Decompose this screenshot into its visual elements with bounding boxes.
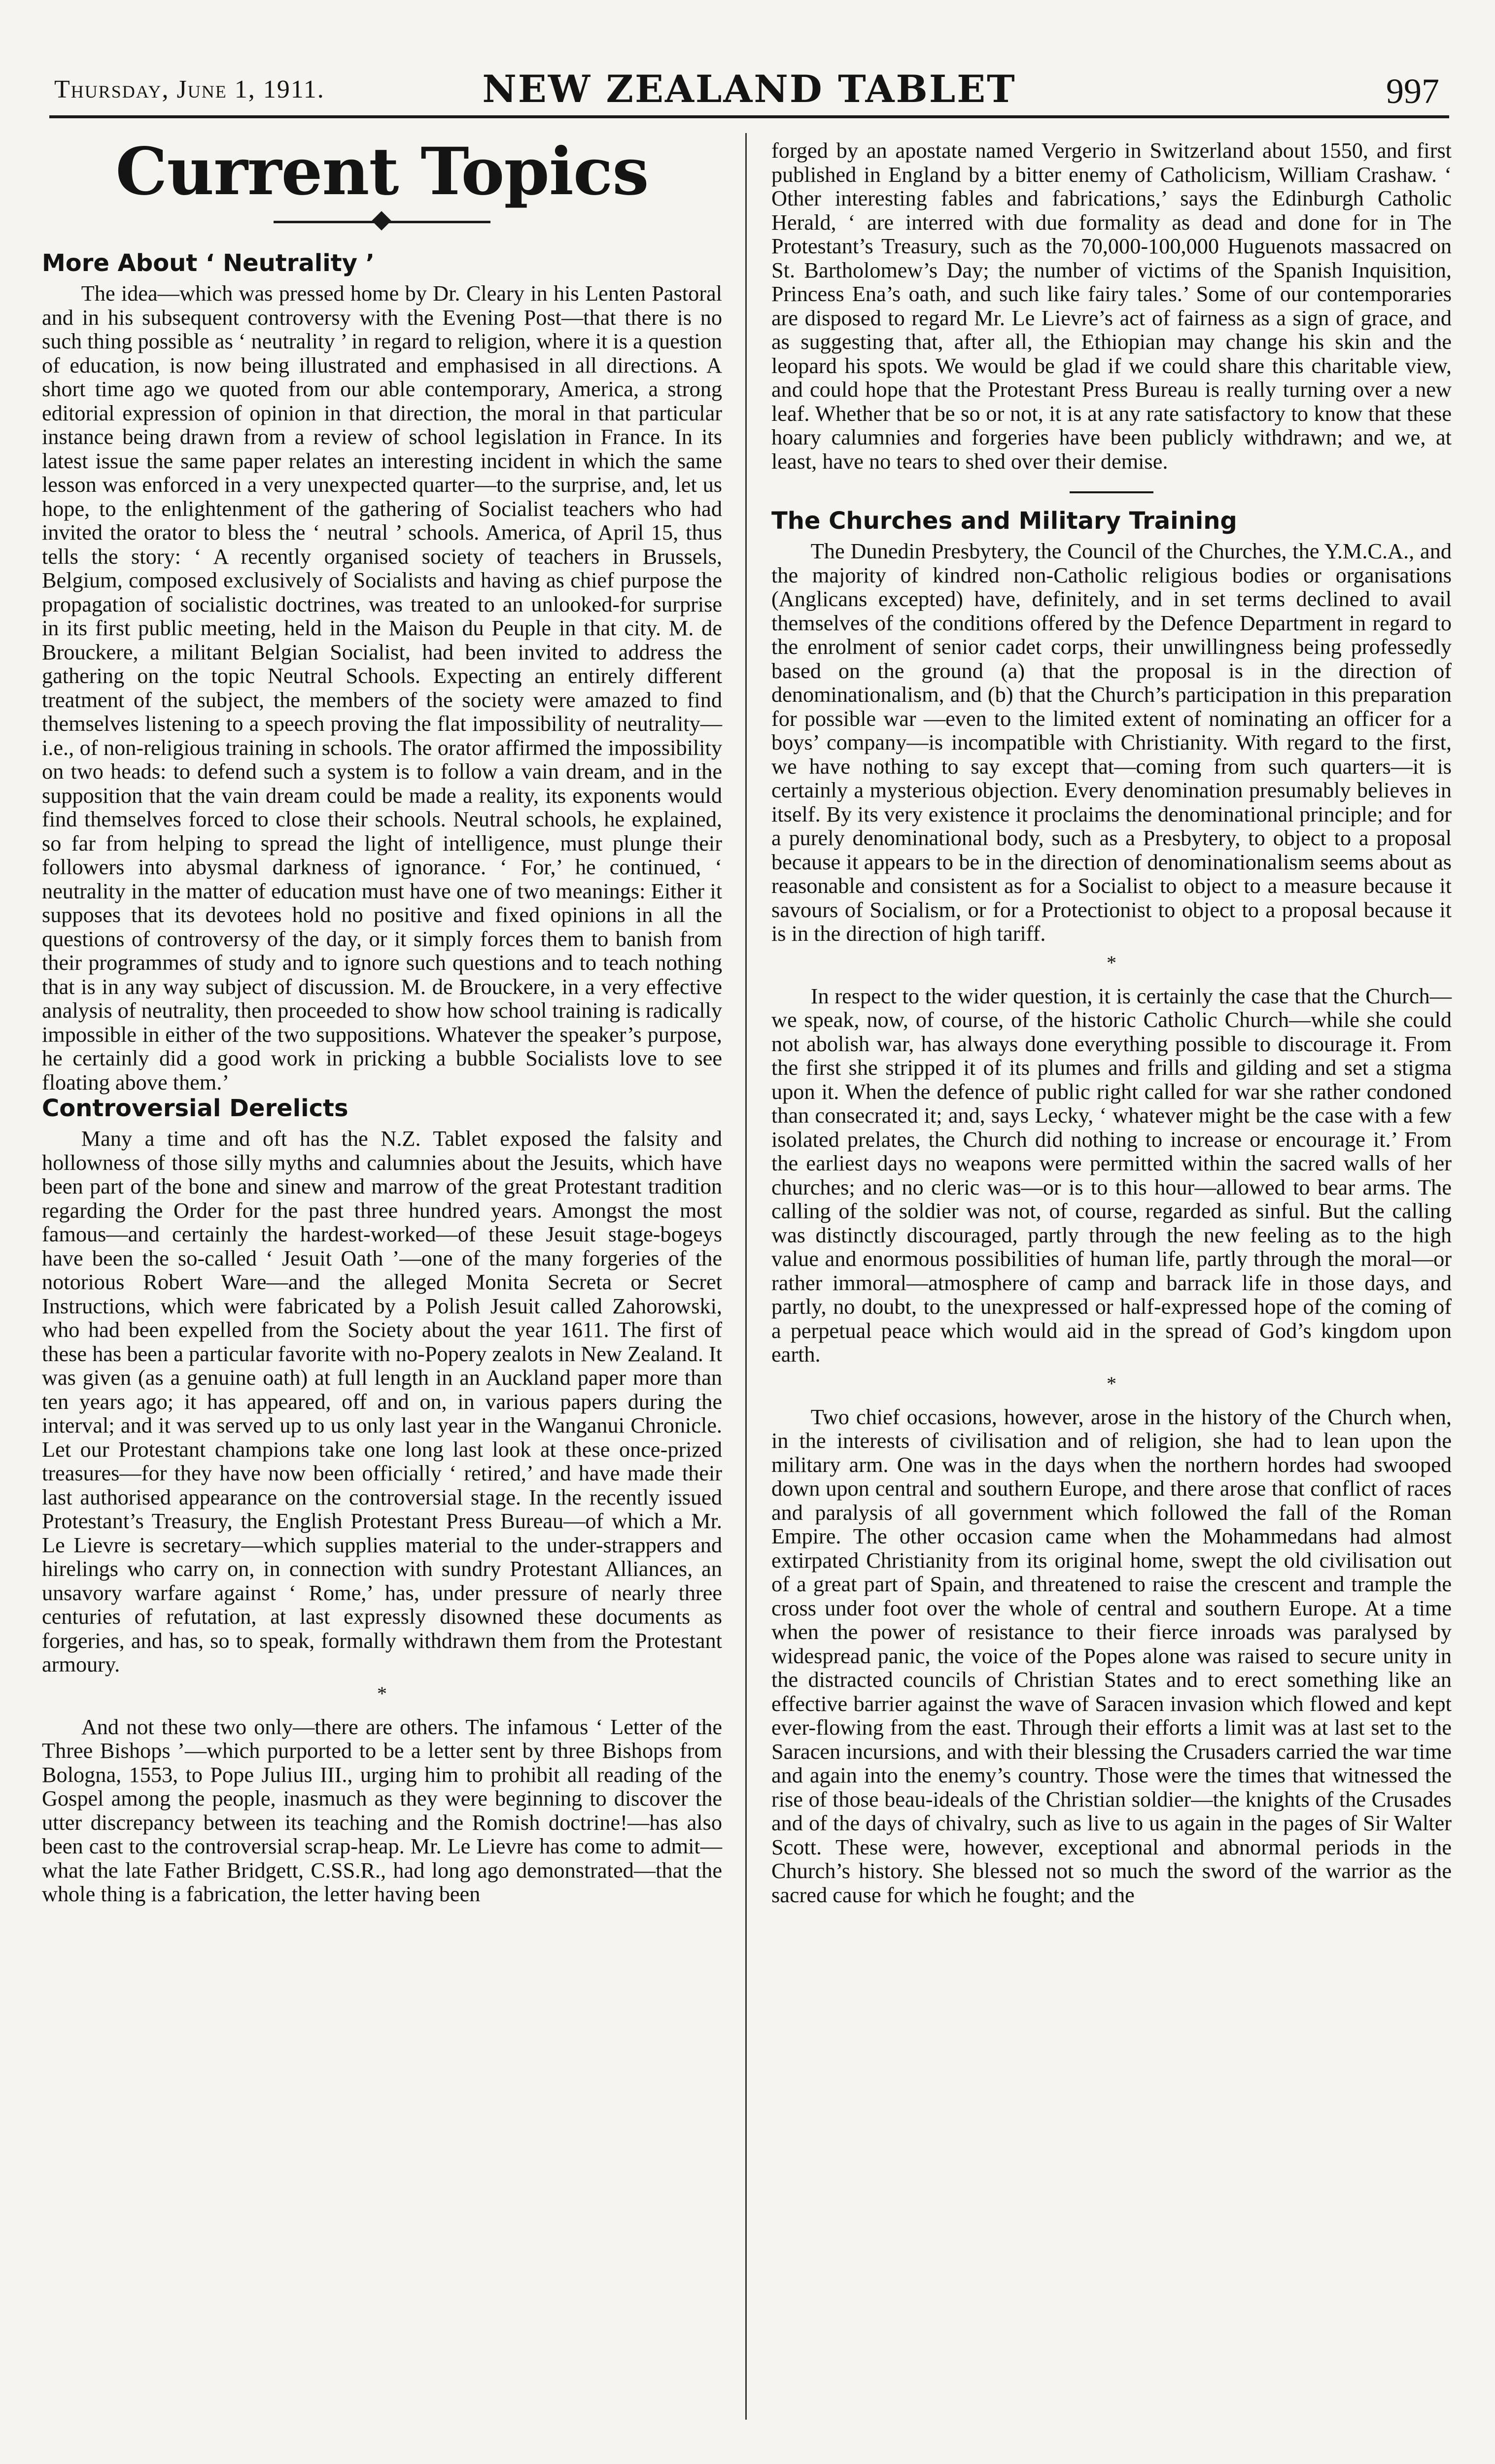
section-heading-neutrality: More About ‘ Neutrality ’ bbox=[42, 249, 375, 277]
article-paragraph: In respect to the wider question, it is certainly the case that the Church—we speak, now, of course, of the historic Catholic Church—while she could not abolish war, has always done everything possible to discourage it. From the first she stripped it of its plumes and frills and gilding and set a stigma upon it. When the defence of public right called for war she rather condoned than consecrated it; and, says Lecky, ‘ whatever might be the case with a few isolated prelates, the Church did nothing to increase or encourage it.’ From the earliest days no weapons were permitted within the sacred walls of her churches; and no cleric was—or is to this hour—allowed to bear arms. The calling of the soldier was not, of course, regarded as sinful. But the calling was distinctly discouraged, partly through the new feeling as to the high value and enormous possibilities of human life, partly through the moral—or rather immoral—atmosphere of camp and barrack life in those days, and partly, no doubt, to the unexpressed or half-expressed hope of the coming of a perpetual peace which would aid in the spread of God’s kingdom upon earth. bbox=[771, 984, 1452, 1367]
section-heading-military-training: The Churches and Military Training bbox=[771, 507, 1237, 535]
title-ornament bbox=[274, 212, 490, 232]
masthead-rule bbox=[49, 115, 1449, 118]
article-paragraph: The Dunedin Presbytery, the Council of the Churches, the Y.M.C.A., and the majority of kindred non-Catholic religious bodies or organisations (Anglicans excepted) have, definitely, and in set terms declined to avail themselves of the conditions offered by the Defence Department in regard to the enrolment of senior cadet corps, their unwillingness being professedly based on the ground (a) that the proposal is in the direction of denominationalism, and (b) that the Church’s participation in this preparation for possible war —even to the limited extent of nominating an officer for a boys’ company—is incompatible with Christianity. With regard to the first, we have nothing to say except that—coming from such quarters—it is certainly a mysterious objection. Every denomination presumably believes in itself. By its very existence it proclaims the denominational principle; and for a purely denominational body, such as a Presbytery, to object to a proposal because it appears to be in the direction of denominationalism seems about as reasonable and consistent as for a Socialist to object to a measure because it savours of Socialism, or for a Protectionist to object to a proposal because it is in the direction of high tariff. bbox=[771, 539, 1452, 946]
publication-title: NEW ZEALAND TABLET bbox=[482, 67, 1016, 111]
section-separator-star: * bbox=[1107, 951, 1116, 974]
section-separator-star: * bbox=[1107, 1372, 1116, 1395]
section-rule bbox=[1070, 491, 1153, 493]
right-column bbox=[771, 139, 1452, 1907]
diamond-icon bbox=[372, 211, 391, 231]
article-paragraph: Two chief occasions, however, arose in the history of the Church when, in the interests of civilisation and of religion, she had to lean upon the military arm. One was in the days when the northern hordes had swooped down upon central and southern Europe, and there arose that conflict of races and paralysis of all government which followed the fall of the Roman Empire. The other occasion came when the Mohammedans had almost extirpated Christianity from its original home, swept the old civilisation out of a great part of Spain, and threatened to raise the crescent and trample the cross under foot over the whole of central and southern Europe. At a time when the power of resistance to their fierce inroads was paralysed by widespread panic, the voice of the Popes alone was raised to secure unity in the distracted councils of Christian States and to erect something like an effective barrier against the wave of Saracen invasion which flowed and kept ever-flowing from the east. Through their efforts a limit was at last set to the Saracen incursions, and with their blessing the Crusaders carried the war time and again into the enemy’s country. Those were the times that witnessed the rise of those beau-ideals of the Christian soldier—the knights of the Crusades and of the days of chivalry, such as live to us again in the pages of Sir Walter Scott. These were, however, exceptional and abnormal periods in the Church’s history. She blessed not so much the sword of the warrior as the sacred cause for which he fought; and the bbox=[771, 1404, 1452, 1907]
article-paragraph-continued: forged by an apostate named Vergerio in Switzerland about 1550, and first published in England by a bitter enemy of Catholicism, William Crashaw. ‘ Other interesting fables and fabrications,’ says the Edinburgh Catholic Herald, ‘ are interred with due formality as dead and done for in The Protestant’s Treasury, such as the 70,000-100,000 Huguenots massacred on St. Bartholomew’s Day; the number of victims of the Spanish Inquisition, Princess Ena’s oath, and such like fairy tales.’ Some of our contemporaries are disposed to regard Mr. Le Lievre’s act of fairness as a sign of grace, and as suggesting that, after all, the Ethiopian may change his skin and the leopard his spots. We would be glad if we could share this charitable view, and could hope that the Protestant Press Bureau is really turning over a new leaf. Whether that be so or not, it is at any rate satisfactory to know that these hoary calumnies and forgeries have been publicly withdrawn; and we, at least, have no tears to shed over their demise. bbox=[771, 138, 1452, 474]
article-paragraph: And not these two only—there are others. The infamous ‘ Letter of the Three Bishops ’—which purported to be a letter sent by three Bishops from Bologna, 1553, to Pope Julius III., urging him to prohibit all reading of the Gospel among the people, inasmuch as they were beginning to discover the utter discrepancy between its teaching and the Romish doctrine!—has also been cast to the controversial scrap-heap. Mr. Le Lievre has come to admit—what the late Father Bridgett, C.SS.R., had long ago demonstrated—that the whole thing is a fabrication, the letter having been bbox=[42, 1714, 722, 1906]
article-paragraph: Many a time and oft has the N.Z. Tablet exposed the falsity and hollowness of those silly myths and calumnies about the Jesuits, which have been part of the bone and sinew and marrow of the great Protestant tradition regarding the Order for the past three hundred years. Amongst the most famous—and certainly the hardest-worked—of these Jesuit stage-bogeys have been the so-called ‘ Jesuit Oath ’—one of the many forgeries of the notorious Robert Ware—and the alleged Monita Secreta or Secret Instructions, which were fabricated by a Polish Jesuit called Zahorowski, who had been expelled from the Society about the year 1611. The first of these has been a particular favorite with no-Popery zealots in New Zealand. It was given (as a genuine oath) at full length in an Auckland paper more than ten years ago; it has appeared, off and on, in various papers during the interval; and it was served up to us only last year in the Wanganui Chronicle. Let our Protestant champions take one long last look at these once-prized treasures—for they have now been officially ‘ retired,’ and have made their last authorised appearance on the controversial stage. In the recently issued Protestant’s Treasury, the English Protestant Press Bureau—of which a Mr. Le Lievre is secretary—which supplies material to the under-strappers and hirelings who carry on, in connection with sundry Protestant Alliances, an unsavory warfare against ‘ Rome,’ has, under pressure of nearly three centuries of refutation, at last expressly disowned these documents as forgeries, and has, so to speak, formally withdrawn them from the Protestant armoury. bbox=[42, 1127, 722, 1677]
section-separator-star: * bbox=[377, 1682, 387, 1705]
section-heading-derelicts: Controversial Derelicts bbox=[42, 1095, 348, 1122]
page-title: Current Topics bbox=[115, 134, 649, 210]
article-paragraph: The idea—which was pressed home by Dr. Cleary in his Lenten Pastoral and in his subsequent controversy with the Evening Post—that there is no such thing possible as ‘ neutrality ’ in regard to religion, where it is a question of education, is now being illustrated and emphasised in all directions. A short time ago we quoted from our able contemporary, America, a strong editorial expression of opinion in that direction, the moral in that particular instance being drawn from a review of school legislation in France. In its latest issue the same paper relates an interesting incident in which the same lesson was enforced in a very unexpected quarter—to the surprise, and, let us hope, to the enlightenment of the gathering of Socialist teachers who had invited the orator to bless the ‘ neutral ’ schools. America, of April 15, thus tells the story: ‘ A recently organised society of teachers in Brussels, Belgium, composed exclusively of Socialists and having as chief purpose the propagation of socialistic doctrines, was treated to an unlooked-for surprise in its first public meeting, held in the Maison du Peuple in that city. M. de Brouckere, a militant Belgian Socialist, had been invited to address the gathering on the topic Neutral Schools. Expecting an entirely different treatment of the subject, the members of the society were amazed to find themselves listening to a speech proving the flat impossibility of neutrality—i.e., of non-religious training in schools. The orator affirmed the impossibility on two heads: to defend such a system is to follow a vain dream, and in the supposition that the vain dream could be made a reality, its exponents would find themselves forced to close their schools. Neutral schools, he explained, so far from helping to spread the light of intelligence, must plunge their followers into abysmal darkness of ignorance. ‘ For,’ he continued, ‘ neutrality in the matter of education must have one of two meanings: Either it supposes that its devotees hold no positive and fixed opinions in all the questions of controversy of the day, or it simply forces them to banish from their programmes of study and to ignore such questions and to teach nothing that is in any way subject of discussion. M. de Brouckere, in a very effective analysis of neutrality, then proceeded to show how school training is radically impossible in either of the two suppositions. Whatever the speaker’s purpose, he certainly did a good work in pricking a bubble Socialists love to see floating above them.’ bbox=[42, 281, 722, 1095]
column-divider bbox=[745, 133, 747, 2420]
left-column bbox=[42, 128, 722, 1907]
page-number: 997 bbox=[1386, 71, 1439, 111]
issue-date: Thursday, June 1, 1911. bbox=[54, 75, 325, 103]
masthead bbox=[49, 64, 1449, 118]
